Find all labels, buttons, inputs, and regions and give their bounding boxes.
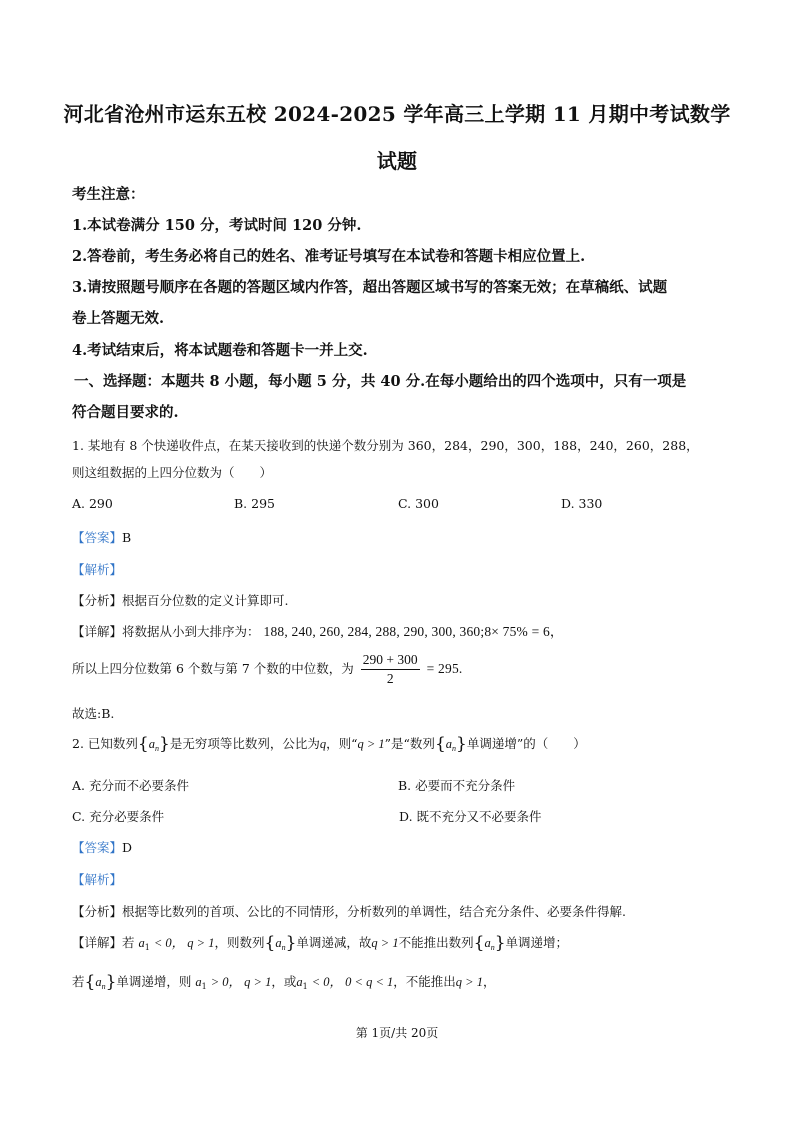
seq-symbol: a	[484, 936, 491, 950]
left-brace: {	[264, 933, 276, 953]
q2-stem-prefix: 2. 已知数列	[72, 736, 138, 751]
page-title-cont: 试题	[376, 149, 418, 173]
q1-option-d: D. 330	[561, 496, 603, 511]
seq-symbol: a	[148, 737, 155, 751]
q1-stem-cont: 则这组数据的上四分位数为（ ）	[72, 465, 273, 480]
right-brace: }	[456, 734, 467, 754]
answer-value: B	[122, 530, 132, 545]
q2-stem	[72, 734, 586, 754]
left-brace: {	[473, 933, 485, 953]
q1-answer	[72, 528, 131, 546]
section-heading-cont: 符合题目要求的.	[72, 404, 179, 421]
seq-symbol: a	[296, 975, 303, 989]
seq-index: n	[154, 744, 159, 753]
detail-text: 单调递增；	[505, 935, 569, 950]
notice-item-2: 2.答卷前，考生务必将自己的姓名、准考证号填写在本试卷和答题卡相应位置上.	[72, 248, 586, 265]
q2-option-c: C. 充分必要条件	[72, 809, 165, 824]
notice-item-3: 3.请按照题号顺序在各题的答题区域内作答，超出答题区域书写的答案无效；在草稿纸、试题	[72, 279, 668, 296]
q1-fenxi	[72, 591, 289, 609]
detail-text: 不能推出数列	[398, 935, 474, 950]
detail-math: q > 1	[455, 975, 483, 989]
q2-detail-1	[72, 933, 568, 953]
q2-stem-text: ”是“数列	[384, 736, 435, 751]
seq-index: n	[281, 943, 286, 952]
seq-index: n	[490, 943, 495, 952]
q2-option-a: A. 充分而不必要条件	[72, 778, 189, 793]
detail-text: 单调递减，故	[296, 935, 372, 950]
detail-text: 将数据从小到大排序为：	[122, 624, 260, 639]
q1-analysis-tag: 【解析】	[72, 562, 123, 577]
fraction-denominator: 2	[386, 671, 394, 686]
q2-stem-text: ，则“	[326, 736, 358, 751]
q2-option-d: D. 既不充分又不必要条件	[399, 809, 542, 824]
detail-math: < 0， 0 < q < 1	[311, 975, 394, 989]
condition-math: q > 1	[357, 737, 385, 751]
detail-text: ，则数列	[214, 935, 265, 950]
right-brace: }	[494, 933, 506, 953]
seq-index: 1	[144, 943, 150, 952]
answer-value: D	[122, 840, 133, 855]
seq-index: 1	[302, 982, 308, 991]
left-brace: {	[434, 734, 446, 754]
q1-detail	[72, 620, 564, 640]
fenxi-tag: 【分析】	[72, 593, 123, 608]
q2-stem-end: 单调递增”的（ ）	[466, 736, 586, 751]
detail-text: ，不能推出	[393, 974, 456, 989]
q2-option-b: B. 必要而不充分条件	[398, 778, 516, 793]
detail-text: 若	[122, 935, 135, 950]
seq-symbol: a	[275, 936, 282, 950]
right-brace: }	[105, 972, 117, 992]
q2-detail-2	[72, 972, 496, 992]
detail-text: 单调递增，则	[116, 974, 192, 989]
left-brace: {	[84, 972, 96, 992]
notice-heading: 考生注意：	[72, 186, 145, 203]
detail-tag: 【详解】	[72, 935, 123, 950]
q2-answer	[72, 838, 132, 856]
q1-option-b: B. 295	[234, 496, 275, 511]
sorted-sequence: 188, 240, 260, 284, 288, 290, 300, 360;8× 75% = 6，	[263, 624, 564, 639]
detail-text: ，或	[271, 974, 297, 989]
q2-analysis-tag: 【解析】	[72, 872, 123, 887]
fraction-numerator: 290 + 300	[361, 652, 420, 670]
detail-text: 若	[72, 974, 85, 989]
seq-symbol: a	[138, 936, 145, 950]
fenxi-tag: 【分析】	[72, 904, 123, 919]
page-title: 河北省沧州市运东五校 2024-2025 学年高三上学期 11 月期中考试数学	[63, 102, 731, 126]
q1-option-a: A. 290	[72, 496, 113, 511]
detail-math: q > 1	[371, 936, 399, 950]
notice-item-3-cont: 卷上答题无效.	[72, 310, 165, 327]
detail-math: < 0， q > 1	[153, 936, 215, 950]
seq-index: n	[101, 982, 106, 991]
q1-option-c: C. 300	[398, 496, 439, 511]
seq-symbol: a	[445, 737, 453, 751]
detail-tag: 【详解】	[72, 624, 123, 639]
detail-math: > 0， q > 1	[210, 975, 272, 989]
median-fraction	[361, 652, 420, 687]
fenxi-text: 根据等比数列的首项、公比的不同情形，分析数列的单调性，结合充分条件、必要条件得解.	[122, 904, 626, 919]
fraction-result: = 295.	[426, 661, 463, 676]
seq-index: 1	[201, 982, 207, 991]
detail-text: ，	[482, 974, 496, 989]
answer-tag: 【答案】	[72, 840, 123, 855]
notice-item-1: 1.本试卷满分 150 分，考试时间 120 分钟.	[72, 217, 362, 234]
section-heading: 一、选择题：本题共 8 小题，每小题 5 分，共 40 分.在每小题给出的四个选项中，只有一项是	[74, 373, 687, 390]
notice-item-4: 4.考试结束后，将本试题卷和答题卡一并上交.	[72, 342, 368, 359]
fenxi-text: 根据百分位数的定义计算即可.	[122, 593, 289, 608]
q2-stem-text: 是无穷项等比数列，公比为	[169, 736, 320, 751]
q1-choose: 故选:B.	[72, 706, 115, 721]
q1-median-line	[72, 652, 462, 687]
q2-fenxi	[72, 902, 626, 920]
answer-tag: 【答案】	[72, 530, 123, 545]
seq-symbol: a	[195, 975, 202, 989]
right-brace: }	[285, 933, 297, 953]
seq-index: n	[452, 744, 457, 753]
median-text: 所以上四分位数第 6 个数与第 7 个数的中位数，为	[72, 661, 354, 676]
q1-stem: 1. 某地有 8 个快递收件点，在某天接收到的快递个数分别为 360，284，290，300，188，240，260，288，	[72, 438, 699, 453]
ratio-symbol: q	[319, 737, 327, 751]
left-brace: {	[137, 734, 149, 754]
seq-symbol: a	[95, 975, 102, 989]
page-number: 第 1页/共 20页	[355, 1026, 439, 1040]
right-brace: }	[158, 734, 170, 754]
